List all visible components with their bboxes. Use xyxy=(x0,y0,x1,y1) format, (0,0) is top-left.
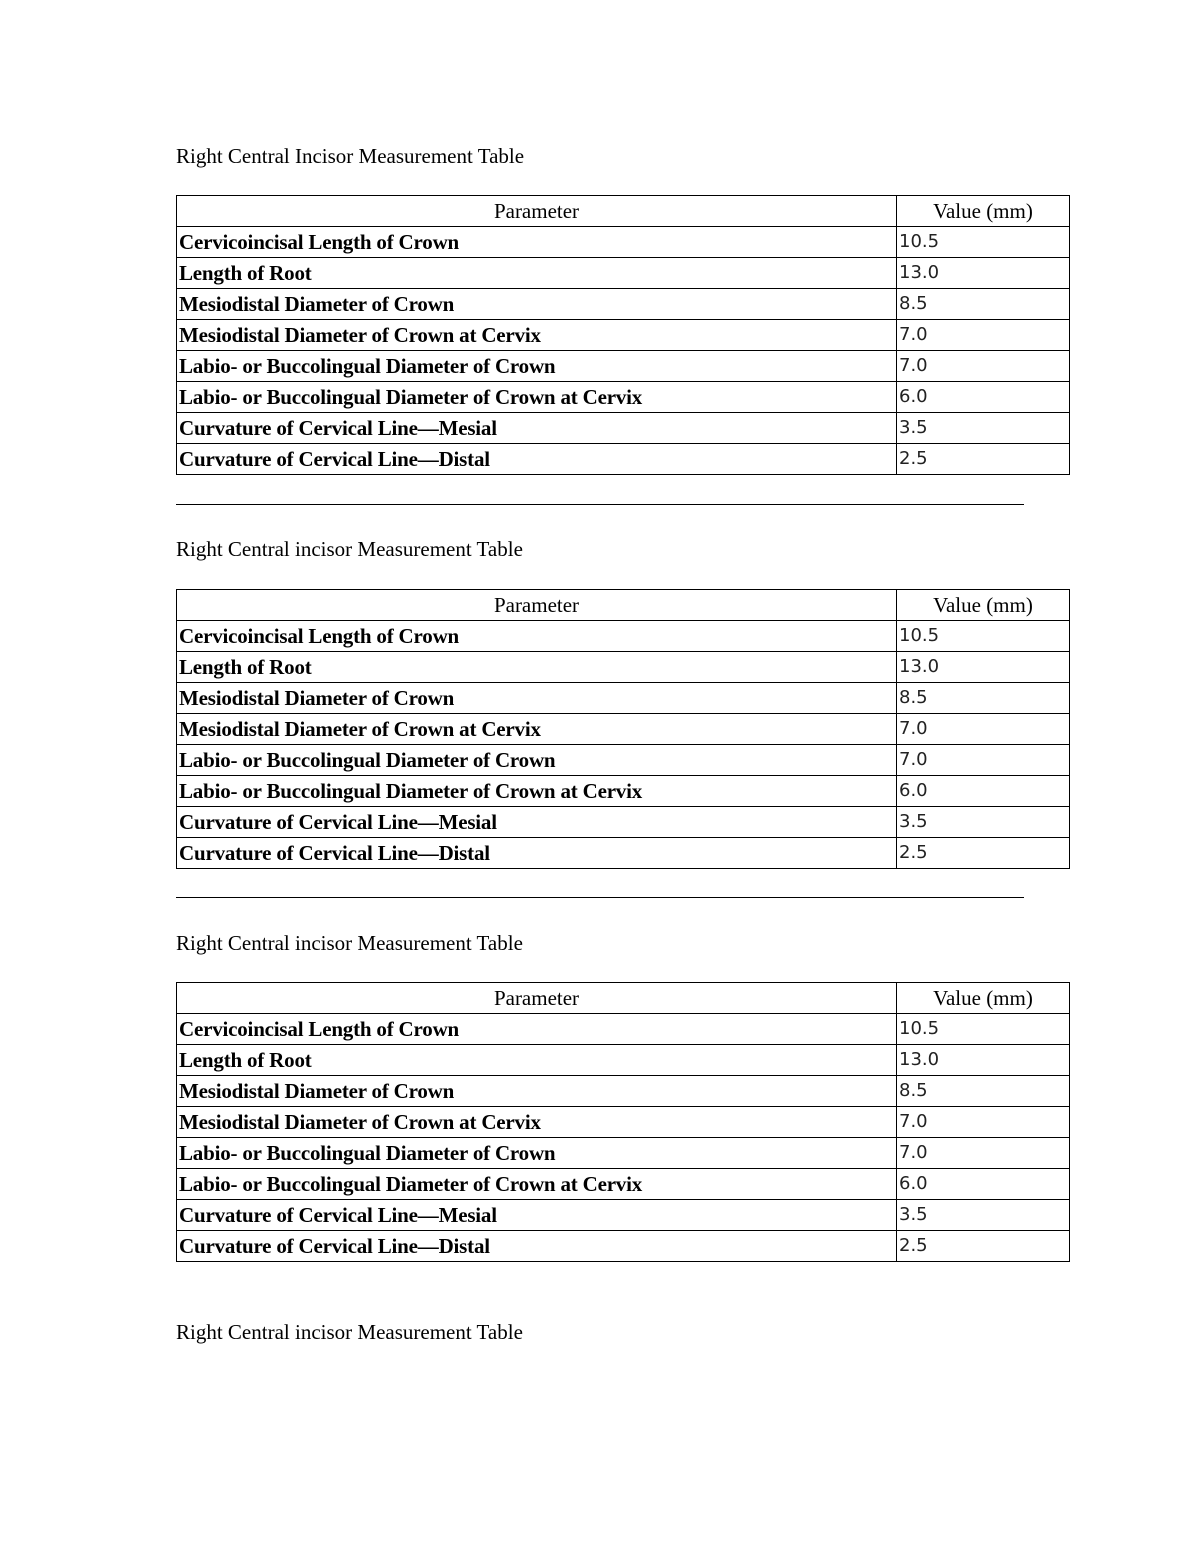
table-row xyxy=(177,838,1070,869)
parameter-cell: Curvature of Cervical Line—Mesial xyxy=(177,413,897,444)
value-cell: 6.0 xyxy=(897,776,1070,807)
table-row xyxy=(177,444,1070,475)
parameter-cell: Cervicoincisal Length of Crown xyxy=(177,227,897,258)
column-header-parameter: Parameter xyxy=(177,590,897,621)
section-title: Right Central incisor Measurement Table xyxy=(176,537,523,561)
table-row xyxy=(177,1045,1070,1076)
value-cell: 8.5 xyxy=(897,1076,1070,1107)
value-cell: 3.5 xyxy=(897,807,1070,838)
parameter-cell: Mesiodistal Diameter of Crown xyxy=(177,683,897,714)
column-header-value: Value (mm) xyxy=(897,590,1070,621)
value-cell: 2.5 xyxy=(897,838,1070,869)
table-row xyxy=(177,1107,1070,1138)
value-cell: 7.0 xyxy=(897,1107,1070,1138)
value-cell: 6.0 xyxy=(897,1169,1070,1200)
parameter-cell: Length of Root xyxy=(177,652,897,683)
value-cell: 3.5 xyxy=(897,1200,1070,1231)
table-row xyxy=(177,227,1070,258)
value-cell: 7.0 xyxy=(897,351,1070,382)
column-header-parameter: Parameter xyxy=(177,196,897,227)
table-row xyxy=(177,621,1070,652)
parameter-cell: Cervicoincisal Length of Crown xyxy=(177,621,897,652)
column-header-value: Value (mm) xyxy=(897,983,1070,1014)
parameter-cell: Cervicoincisal Length of Crown xyxy=(177,1014,897,1045)
value-cell: 13.0 xyxy=(897,258,1070,289)
parameter-cell: Labio- or Buccolingual Diameter of Crown xyxy=(177,351,897,382)
column-header-parameter: Parameter xyxy=(177,983,897,1014)
parameter-cell: Labio- or Buccolingual Diameter of Crown at Cervix xyxy=(177,776,897,807)
value-cell: 2.5 xyxy=(897,444,1070,475)
value-cell: 7.0 xyxy=(897,745,1070,776)
measurement-table xyxy=(176,589,1070,869)
parameter-cell: Mesiodistal Diameter of Crown at Cervix xyxy=(177,1107,897,1138)
parameter-cell: Curvature of Cervical Line—Mesial xyxy=(177,1200,897,1231)
value-cell: 10.5 xyxy=(897,621,1070,652)
table-row xyxy=(177,1200,1070,1231)
column-header-value: Value (mm) xyxy=(897,196,1070,227)
parameter-cell: Mesiodistal Diameter of Crown xyxy=(177,1076,897,1107)
measurement-table xyxy=(176,982,1070,1262)
parameter-cell: Curvature of Cervical Line—Mesial xyxy=(177,807,897,838)
parameter-cell: Curvature of Cervical Line—Distal xyxy=(177,1231,897,1262)
parameter-cell: Labio- or Buccolingual Diameter of Crown at Cervix xyxy=(177,1169,897,1200)
value-cell: 8.5 xyxy=(897,683,1070,714)
table-row xyxy=(177,382,1070,413)
parameter-cell: Curvature of Cervical Line—Distal xyxy=(177,444,897,475)
table-row xyxy=(177,320,1070,351)
section-title: Right Central incisor Measurement Table xyxy=(176,1320,523,1344)
parameter-cell: Labio- or Buccolingual Diameter of Crown xyxy=(177,745,897,776)
table-row xyxy=(177,258,1070,289)
value-cell: 7.0 xyxy=(897,714,1070,745)
table-row xyxy=(177,1138,1070,1169)
parameter-cell: Mesiodistal Diameter of Crown at Cervix xyxy=(177,320,897,351)
parameter-cell: Labio- or Buccolingual Diameter of Crown xyxy=(177,1138,897,1169)
table-row xyxy=(177,1231,1070,1262)
table-row xyxy=(177,413,1070,444)
parameter-cell: Length of Root xyxy=(177,258,897,289)
section-title: Right Central Incisor Measurement Table xyxy=(176,144,525,168)
table-row xyxy=(177,745,1070,776)
table-row xyxy=(177,1076,1070,1107)
table-row xyxy=(177,1169,1070,1200)
table-header-row xyxy=(177,196,1070,227)
value-cell: 7.0 xyxy=(897,1138,1070,1169)
value-cell: 7.0 xyxy=(897,320,1070,351)
table-row xyxy=(177,807,1070,838)
table-row xyxy=(177,776,1070,807)
table-row xyxy=(177,1014,1070,1045)
section-title: Right Central incisor Measurement Table xyxy=(176,931,523,955)
value-cell: 10.5 xyxy=(897,227,1070,258)
table-row xyxy=(177,683,1070,714)
table-row xyxy=(177,289,1070,320)
table-row xyxy=(177,714,1070,745)
measurement-table xyxy=(176,195,1070,475)
table-header-row xyxy=(177,590,1070,621)
table-row xyxy=(177,351,1070,382)
horizontal-rule xyxy=(176,897,1024,898)
value-cell: 6.0 xyxy=(897,382,1070,413)
table-row xyxy=(177,652,1070,683)
table-header-row xyxy=(177,983,1070,1014)
value-cell: 10.5 xyxy=(897,1014,1070,1045)
parameter-cell: Length of Root xyxy=(177,1045,897,1076)
parameter-cell: Labio- or Buccolingual Diameter of Crown at Cervix xyxy=(177,382,897,413)
parameter-cell: Curvature of Cervical Line—Distal xyxy=(177,838,897,869)
value-cell: 13.0 xyxy=(897,652,1070,683)
parameter-cell: Mesiodistal Diameter of Crown at Cervix xyxy=(177,714,897,745)
parameter-cell: Mesiodistal Diameter of Crown xyxy=(177,289,897,320)
value-cell: 13.0 xyxy=(897,1045,1070,1076)
value-cell: 8.5 xyxy=(897,289,1070,320)
value-cell: 2.5 xyxy=(897,1231,1070,1262)
horizontal-rule xyxy=(176,504,1024,505)
value-cell: 3.5 xyxy=(897,413,1070,444)
